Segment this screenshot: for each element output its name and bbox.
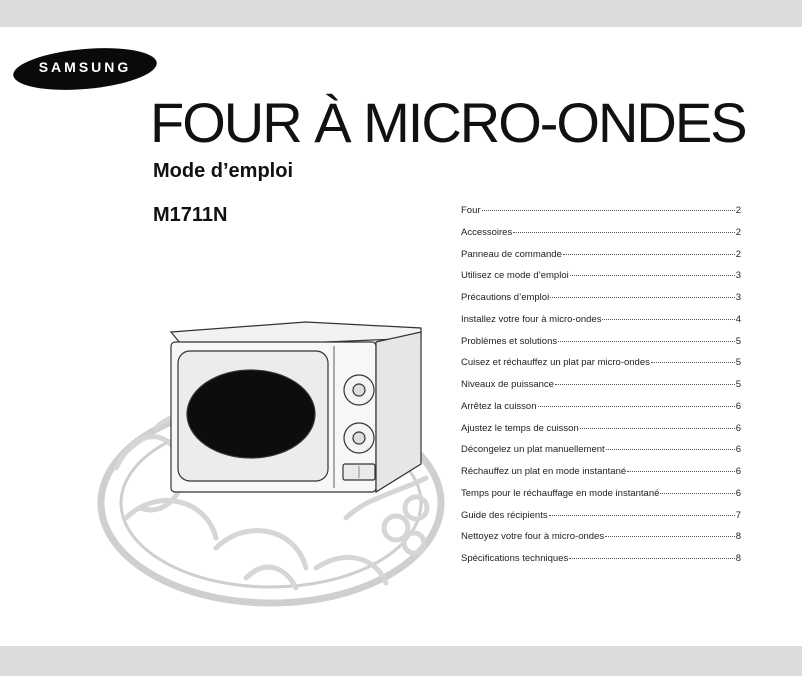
toc-entry-label: Nettoyez votre four à micro-ondes — [461, 531, 605, 543]
toc-entry — [461, 270, 741, 292]
toc-entry-label: Utilisez ce mode d’emploi — [461, 270, 569, 282]
toc-leader-dots — [602, 319, 734, 320]
toc-entry-label: Réchauffez un plat en mode instantané — [461, 466, 627, 477]
toc-leader-dots — [563, 254, 735, 255]
toc-entry-page: 6 — [735, 466, 741, 477]
toc-entry-label: Spécifications techniques — [461, 553, 569, 564]
toc-entry-label: Temps pour le réchauffage en mode instantané — [461, 487, 660, 499]
toc-entry-page: 8 — [735, 553, 741, 564]
toc-leader-dots — [570, 275, 735, 276]
document-subtitle: Mode d’emploi — [153, 160, 293, 182]
toc-leader-dots — [660, 493, 734, 494]
toc-leader-dots — [538, 406, 735, 407]
toc-entry-page: 3 — [735, 270, 741, 282]
toc-leader-dots — [558, 341, 735, 342]
toc-entry-page: 5 — [735, 379, 741, 390]
toc-entry-label: Précautions d’emploi — [461, 292, 550, 303]
toc-entry-page: 5 — [735, 335, 741, 347]
toc-entry-label: Problèmes et solutions — [461, 335, 558, 347]
toc-leader-dots — [580, 428, 735, 429]
toc-entry-label: Installez votre four à micro-ondes — [461, 313, 602, 325]
toc-entry-label: Cuisez et réchauffez un plat par micro-ondes — [461, 357, 650, 369]
toc-entry-page: 2 — [735, 248, 741, 260]
toc-entry — [461, 379, 741, 401]
toc-entry-label: Niveaux de puissance — [461, 379, 554, 390]
toc-leader-dots — [555, 384, 735, 385]
toc-entry — [461, 488, 741, 510]
document-title: FOUR À MICRO-ONDES — [150, 91, 746, 154]
toc-entry-page: 6 — [735, 487, 741, 499]
toc-entry-page: 6 — [735, 422, 741, 434]
toc-entry — [461, 336, 741, 358]
toc-entry-page: 6 — [735, 400, 741, 412]
toc-entry — [461, 444, 741, 466]
toc-entry — [461, 292, 741, 314]
samsung-logo — [12, 44, 158, 94]
brand-name: SAMSUNG — [38, 59, 132, 75]
toc-entry-label: Four — [461, 205, 481, 216]
toc-entry-page: 8 — [735, 531, 741, 543]
toc-entry-label: Ajustez le temps de cuisson — [461, 422, 579, 434]
toc-entry — [461, 401, 741, 423]
toc-entry-label: Guide des récipients — [461, 509, 548, 521]
toc-entry — [461, 314, 741, 336]
toc-leader-dots — [569, 558, 734, 559]
toc-leader-dots — [482, 210, 735, 211]
microwave-oven — [171, 322, 421, 492]
top-band — [0, 0, 802, 27]
microwave-illustration — [96, 318, 456, 608]
toc-entry — [461, 249, 741, 271]
toc-entry-page: 2 — [735, 226, 741, 238]
toc-entry-label: Accessoires — [461, 226, 513, 238]
toc-leader-dots — [513, 232, 734, 233]
toc-entry-label: Arrêtez la cuisson — [461, 400, 537, 412]
toc-leader-dots — [627, 471, 735, 472]
toc-entry — [461, 205, 741, 227]
toc-entry — [461, 466, 741, 488]
toc-entry-page: 2 — [735, 205, 741, 216]
toc-entry — [461, 227, 741, 249]
toc-entry-page: 3 — [735, 292, 741, 303]
table-of-contents — [461, 205, 741, 575]
toc-entry — [461, 423, 741, 445]
toc-entry — [461, 531, 741, 553]
toc-entry-page: 5 — [735, 357, 741, 369]
toc-entry-page: 4 — [735, 313, 741, 325]
toc-entry-page: 6 — [735, 444, 741, 456]
toc-leader-dots — [605, 536, 735, 537]
toc-leader-dots — [550, 297, 735, 298]
toc-leader-dots — [651, 362, 735, 363]
model-number: M1711N — [153, 204, 228, 226]
bottom-band — [0, 646, 802, 676]
toc-entry-page: 7 — [735, 509, 741, 521]
toc-entry — [461, 357, 741, 379]
toc-entry — [461, 510, 741, 532]
toc-entry-label: Décongelez un plat manuellement — [461, 444, 605, 456]
toc-entry — [461, 553, 741, 575]
toc-entry-label: Panneau de commande — [461, 248, 562, 260]
toc-leader-dots — [549, 515, 735, 516]
toc-leader-dots — [606, 449, 735, 450]
